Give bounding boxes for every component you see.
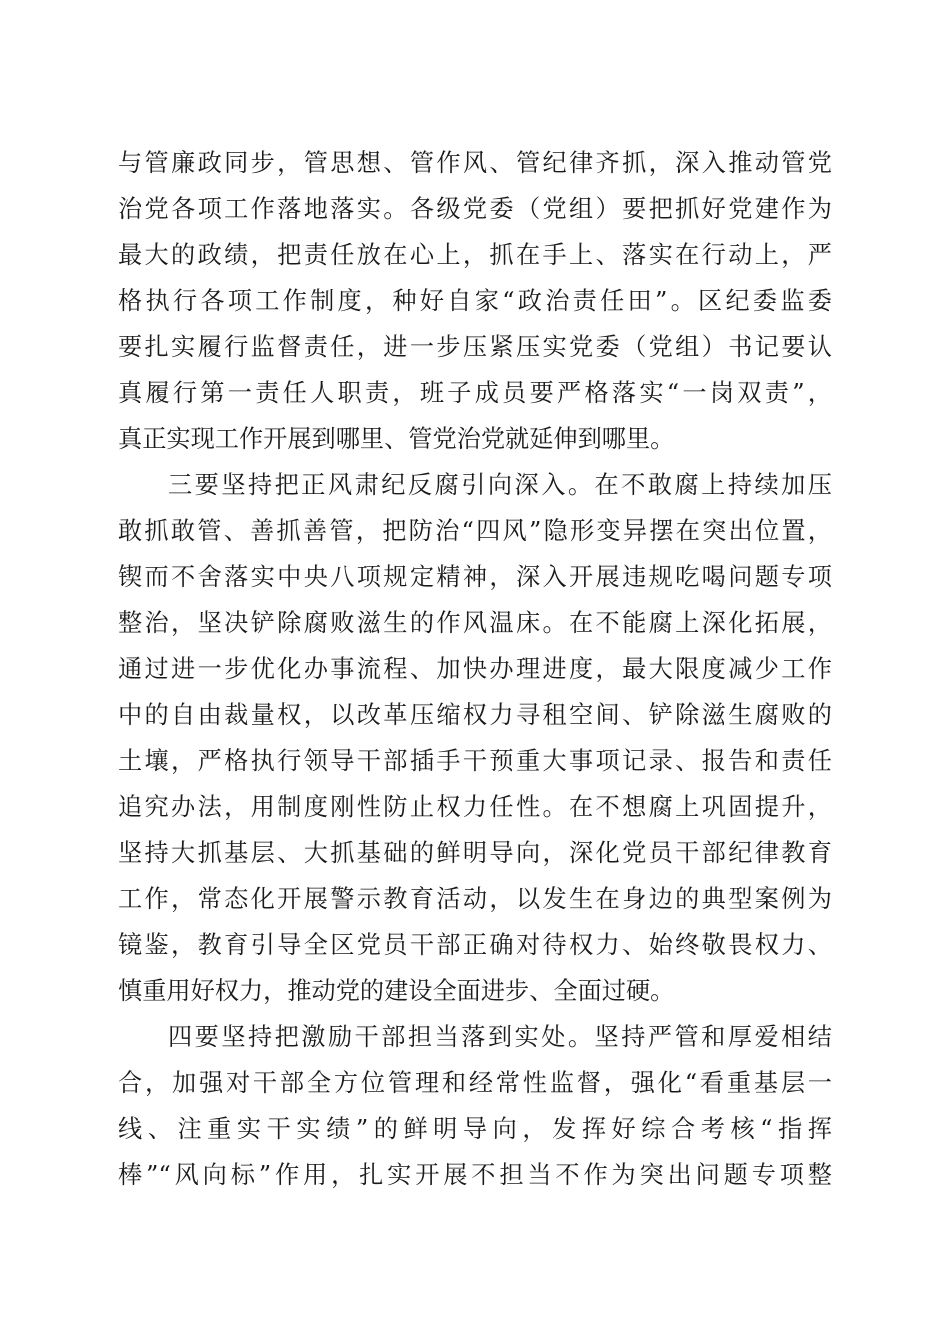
text-line: 最大的政绩，把责任放在心上，抓在手上、落实在行动上，严: [118, 241, 832, 269]
paragraph-first-line: 四要坚持把激励干部担当落到实处。坚持严管和厚爱相结: [168, 1023, 832, 1051]
body-text: [118, 140, 832, 1198]
text-line: 合，加强对干部全方位管理和经常性监督，强化“看重基层一: [118, 1069, 832, 1097]
text-line: 中的自由裁量权，以改革压缩权力寻租空间、铲除滋生腐败的: [118, 701, 832, 729]
text-line: 通过进一步优化办事流程、加快办理进度，最大限度减少工作: [118, 655, 832, 683]
text-line: 整治，坚决铲除腐败滋生的作风温床。在不能腐上深化拓展，: [118, 609, 832, 637]
text-line: 敢抓敢管、善抓善管，把防治“四风”隐形变异摆在突出位置，: [118, 517, 832, 545]
text-line: 慎重用好权力，推动党的建设全面进步、全面过硬。: [118, 977, 675, 1005]
text-line: 镜鉴，教育引导全区党员干部正确对待权力、始终敬畏权力、: [118, 931, 832, 959]
text-line: 治党各项工作落地落实。各级党委（党组）要把抓好党建作为: [118, 195, 832, 223]
text-line: 锲而不舍落实中央八项规定精神，深入开展违规吃喝问题专项: [118, 563, 832, 591]
text-line: 棒”“风向标”作用，扎实开展不担当不作为突出问题专项整: [118, 1161, 832, 1189]
text-line: 要扎实履行监督责任，进一步压紧压实党委（党组）书记要认: [118, 333, 832, 361]
text-line: 工作，常态化开展警示教育活动，以发生在身边的典型案例为: [118, 885, 832, 913]
text-line: 追究办法，用制度刚性防止权力任性。在不想腐上巩固提升，: [118, 793, 832, 821]
text-line: 坚持大抓基层、大抓基础的鲜明导向，深化党员干部纪律教育: [118, 839, 832, 867]
text-line: 格执行各项工作制度，种好自家“政治责任田”。区纪委监委: [118, 287, 832, 315]
text-line: 线、注重实干实绩”的鲜明导向，发挥好综合考核“指挥: [118, 1115, 832, 1143]
text-line: 真正实现工作开展到哪里、管党治党就延伸到哪里。: [118, 425, 675, 453]
text-line: 与管廉政同步，管思想、管作风、管纪律齐抓，深入推动管党: [118, 149, 832, 177]
text-line: 土壤，严格执行领导干部插手干预重大事项记录、报告和责任: [118, 747, 832, 775]
text-line: 真履行第一责任人职责，班子成员要严格落实“一岗双责”，: [118, 379, 832, 407]
paragraph-first-line: 三要坚持把正风肃纪反腐引向深入。在不敢腐上持续加压: [168, 471, 832, 499]
